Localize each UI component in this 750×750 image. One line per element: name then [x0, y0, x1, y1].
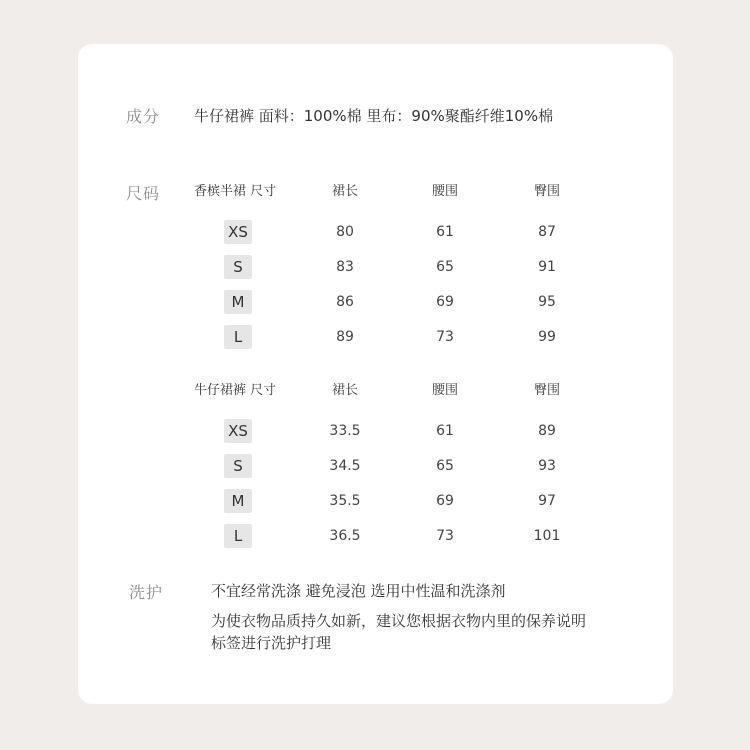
length-value: 80 [336, 224, 354, 240]
header-hip: 臀围 [533, 184, 560, 199]
length-value: 34.5 [329, 458, 361, 474]
size-chip: L [224, 325, 252, 349]
care-label: 洗护 [129, 583, 164, 602]
hip-value: 99 [538, 329, 556, 345]
header-length: 裙长 [331, 184, 358, 199]
waist-value: 65 [436, 458, 454, 474]
hip-value: 93 [538, 458, 556, 474]
table-row [194, 218, 624, 246]
size-chip: XS [224, 419, 252, 443]
length-value: 89 [336, 329, 354, 345]
header-length: 裙长 [331, 383, 358, 398]
size-chip: M [224, 489, 252, 513]
hip-value: 89 [538, 423, 556, 439]
hip-value: 91 [538, 259, 556, 275]
waist-value: 61 [436, 224, 454, 240]
length-value: 35.5 [329, 493, 361, 509]
length-value: 33.5 [329, 423, 361, 439]
care-note: 为使衣物品质持久如新，建议您根据衣物内里的保养说明标签进行洗护打理 [211, 612, 587, 652]
table-row [194, 253, 624, 281]
hip-value: 101 [533, 528, 561, 544]
product-info-card [78, 44, 673, 704]
size-label: 尺码 [126, 184, 161, 203]
length-value: 36.5 [329, 528, 361, 544]
table-header-row [194, 178, 624, 206]
length-value: 86 [336, 294, 354, 310]
table-row [194, 417, 624, 445]
hip-value: 97 [538, 493, 556, 509]
table-row [194, 452, 624, 480]
size-chip: L [224, 524, 252, 548]
header-hip: 臀围 [533, 383, 560, 398]
waist-value: 73 [436, 528, 454, 544]
header-waist: 腰围 [431, 383, 458, 398]
length-value: 83 [336, 259, 354, 275]
waist-value: 73 [436, 329, 454, 345]
waist-value: 69 [436, 493, 454, 509]
header-size: 牛仔裙裤 尺寸 [194, 383, 277, 398]
table-row [194, 487, 624, 515]
waist-value: 65 [436, 259, 454, 275]
size-chip: M [224, 290, 252, 314]
composition-text: 牛仔裙裤 面料：100%棉 里布：90%聚酯纤维10%棉 [194, 107, 554, 125]
table-row [194, 288, 624, 316]
header-waist: 腰围 [431, 184, 458, 199]
waist-value: 61 [436, 423, 454, 439]
table-row [194, 522, 624, 550]
size-chip: XS [224, 220, 252, 244]
waist-value: 69 [436, 294, 454, 310]
table-header-row [194, 377, 624, 405]
hip-value: 87 [538, 224, 556, 240]
care-instructions: 不宜经常洗涤 避免浸泡 选用中性温和洗涤剂 [211, 582, 506, 600]
header-size: 香槟半裙 尺寸 [194, 184, 277, 199]
hip-value: 95 [538, 294, 556, 310]
size-chip: S [224, 255, 252, 279]
composition-label: 成分 [126, 107, 161, 126]
size-chip: S [224, 454, 252, 478]
table-row [194, 323, 624, 351]
